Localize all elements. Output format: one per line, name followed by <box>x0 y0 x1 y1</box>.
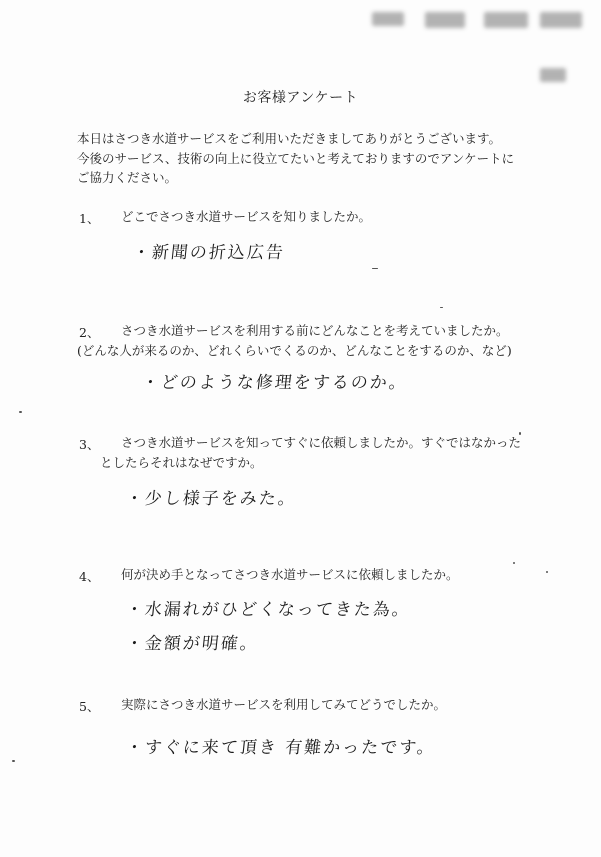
handwritten-answer: ・金額が明確。 <box>124 634 260 654</box>
redacted-name-block <box>540 68 566 82</box>
question-number: 2、 <box>79 325 100 340</box>
redacted-header-block <box>540 12 582 28</box>
intro-line: ご協力ください。 <box>77 170 178 185</box>
intro-paragraph <box>77 129 557 188</box>
question-text: (どんな人が来るのか、どれくらいでくるのか、どんなことをするのか、など) <box>77 343 512 358</box>
handwritten-answer: ・水漏れがひどくなってきた為。 <box>124 600 412 620</box>
question-text: さつき水道サービスを知ってすぐに依頼しましたか。すぐではなかった <box>121 435 522 450</box>
scan-speck <box>546 571 548 573</box>
question-number: 5、 <box>79 699 100 714</box>
handwritten-answer: ・どのような修理をするのか。 <box>140 373 409 393</box>
scan-speck <box>513 562 515 564</box>
question-text: としたらそれはなぜですか。 <box>100 455 263 470</box>
scan-speck <box>372 268 378 269</box>
handwritten-answer: ・すぐに来て頂き 有難かったです。 <box>124 738 437 758</box>
redacted-header-block <box>484 12 528 28</box>
handwritten-answer: ・少し様子をみた。 <box>124 489 298 509</box>
question-text: さつき水道サービスを利用する前にどんなことを考えていましたか。 <box>121 323 509 338</box>
question-text: 実際にさつき水道サービスを利用してみてどうでしたか。 <box>121 697 447 712</box>
scan-speck <box>440 307 443 308</box>
question-number: 4、 <box>79 569 100 584</box>
question-number: 1、 <box>79 211 100 226</box>
page-title: お客様アンケート <box>242 90 359 106</box>
question-text: どこでさつき水道サービスを知りましたか。 <box>121 209 372 224</box>
intro-line: 今後のサービス、技術の向上に役立てたいと考えておりますのでアンケートに <box>77 150 515 166</box>
handwritten-answer: ・新聞の折込広告 <box>131 243 286 263</box>
scan-speck <box>12 760 15 762</box>
question-number: 3、 <box>79 437 100 452</box>
redacted-header-block <box>372 12 404 26</box>
scan-speck <box>19 411 22 413</box>
intro-line: 本日はさつき水道サービスをご利用いただきましてありがとうございます。 <box>77 131 502 146</box>
scan-speck <box>519 432 521 435</box>
redacted-header-block <box>425 12 465 28</box>
question-text: 何が決め手となってさつき水道サービスに依頼しましたか。 <box>121 567 459 582</box>
